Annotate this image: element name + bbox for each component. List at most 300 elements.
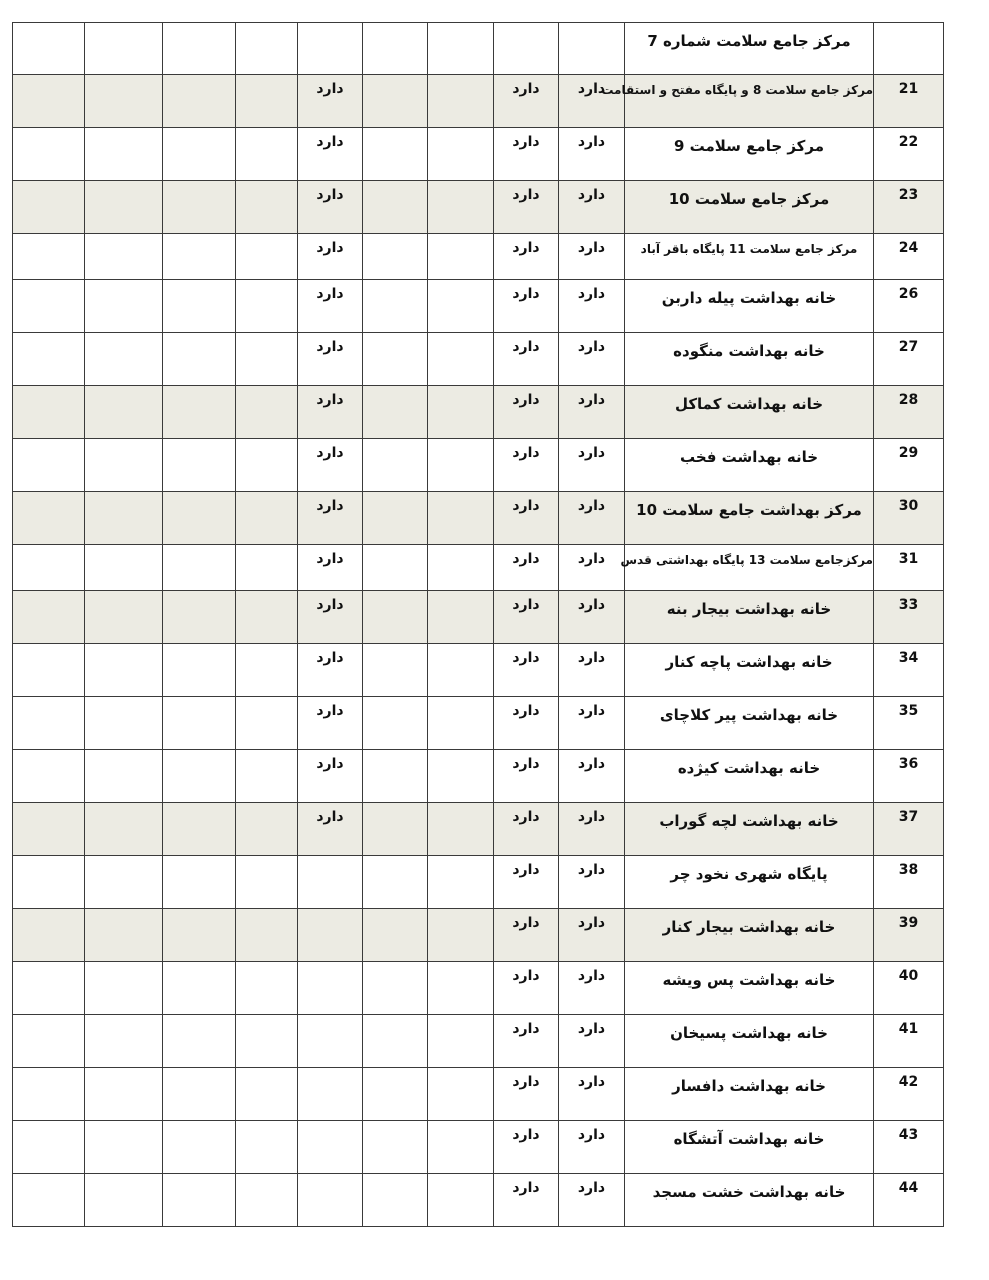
status-cell <box>13 750 85 803</box>
status-cell <box>428 750 494 803</box>
status-mark: دارد <box>316 756 344 772</box>
status-mark: دارد <box>577 862 606 878</box>
status-cell <box>363 856 428 909</box>
status-mark: دارد <box>316 286 344 302</box>
status-cell <box>163 234 236 280</box>
row-number-cell: 28 <box>874 386 944 439</box>
status-cell <box>13 1015 85 1068</box>
status-cell <box>236 75 298 128</box>
status-cell <box>298 909 363 962</box>
table-row <box>13 591 944 644</box>
status-cell <box>559 803 625 856</box>
status-cell <box>13 75 85 128</box>
status-cell <box>13 280 85 333</box>
row-number-cell: 35 <box>874 697 944 750</box>
status-cell <box>494 439 559 492</box>
status-cell <box>559 439 625 492</box>
status-mark: دارد <box>512 187 540 203</box>
status-cell <box>298 23 363 75</box>
status-cell <box>428 386 494 439</box>
row-number-cell: 26 <box>874 280 944 333</box>
status-cell <box>85 1174 163 1227</box>
status-cell <box>163 439 236 492</box>
status-cell <box>163 128 236 181</box>
status-mark: دارد <box>577 187 606 203</box>
status-mark: دارد <box>577 915 606 931</box>
center-name-cell: خانه بهداشت فخب <box>625 439 874 492</box>
status-cell <box>85 644 163 697</box>
status-cell <box>428 962 494 1015</box>
status-cell <box>13 439 85 492</box>
status-cell <box>559 750 625 803</box>
status-cell <box>236 697 298 750</box>
row-number-cell: 40 <box>874 962 944 1015</box>
status-cell <box>236 128 298 181</box>
row-number-cell <box>874 23 944 75</box>
status-mark: دارد <box>512 498 540 514</box>
status-cell <box>236 962 298 1015</box>
table-row <box>13 439 944 492</box>
status-mark: دارد <box>577 1127 606 1143</box>
status-cell <box>559 386 625 439</box>
table-row <box>13 181 944 234</box>
status-cell <box>559 909 625 962</box>
status-mark: دارد <box>577 240 606 256</box>
status-cell <box>494 386 559 439</box>
status-cell <box>13 545 85 591</box>
row-number-cell: 37 <box>874 803 944 856</box>
status-cell <box>163 644 236 697</box>
status-cell <box>85 128 163 181</box>
row-number-cell: 39 <box>874 909 944 962</box>
row-number-cell: 44 <box>874 1174 944 1227</box>
status-mark: دارد <box>577 1180 606 1196</box>
status-cell <box>363 644 428 697</box>
status-mark: دارد <box>316 809 344 825</box>
status-cell <box>236 750 298 803</box>
status-cell <box>494 591 559 644</box>
status-mark: دارد <box>316 134 344 150</box>
center-name-cell: خانه بهداشت خشت مسجد <box>625 1174 874 1227</box>
status-cell <box>559 644 625 697</box>
status-cell <box>163 545 236 591</box>
status-cell <box>85 280 163 333</box>
status-cell <box>298 803 363 856</box>
status-mark: دارد <box>316 187 344 203</box>
status-cell <box>363 909 428 962</box>
status-cell <box>559 181 625 234</box>
table-row <box>13 750 944 803</box>
status-mark: دارد <box>577 551 606 567</box>
status-cell <box>298 439 363 492</box>
status-cell <box>85 1068 163 1121</box>
status-mark: دارد <box>577 339 606 355</box>
row-number-cell: 41 <box>874 1015 944 1068</box>
status-cell <box>494 1121 559 1174</box>
status-cell <box>163 181 236 234</box>
status-cell <box>494 545 559 591</box>
status-mark: دارد <box>577 498 606 514</box>
status-cell <box>298 234 363 280</box>
table-row <box>13 386 944 439</box>
status-cell <box>13 1068 85 1121</box>
status-mark: دارد <box>512 1074 540 1090</box>
status-cell <box>363 181 428 234</box>
status-cell <box>428 333 494 386</box>
center-name-cell: خانه بهداشت پاچه کنار <box>625 644 874 697</box>
status-cell <box>85 697 163 750</box>
center-name-cell: خانه بهداشت منگوده <box>625 333 874 386</box>
status-cell <box>85 492 163 545</box>
center-name-cell: خانه بهداشت کیژده <box>625 750 874 803</box>
status-cell <box>298 545 363 591</box>
status-mark: دارد <box>512 240 540 256</box>
status-cell <box>494 333 559 386</box>
table-row <box>13 492 944 545</box>
row-number-cell: 42 <box>874 1068 944 1121</box>
status-cell <box>428 909 494 962</box>
status-cell <box>85 545 163 591</box>
table-row <box>13 128 944 181</box>
status-cell <box>85 1121 163 1174</box>
status-cell <box>428 1015 494 1068</box>
status-cell <box>163 1121 236 1174</box>
center-name-cell: مرکز جامع سلامت 11 پایگاه باقر آباد <box>625 234 874 280</box>
status-cell <box>85 856 163 909</box>
row-number-cell: 43 <box>874 1121 944 1174</box>
status-cell <box>13 962 85 1015</box>
status-cell <box>236 492 298 545</box>
status-cell <box>13 234 85 280</box>
status-cell <box>13 1121 85 1174</box>
center-name-cell: خانه بهداشت پیر کلاچای <box>625 697 874 750</box>
status-cell <box>428 1121 494 1174</box>
center-name-cell: پایگاه شهری نخود چر <box>625 856 874 909</box>
row-number-cell: 31 <box>874 545 944 591</box>
status-cell <box>428 591 494 644</box>
status-mark: دارد <box>512 968 540 984</box>
status-cell <box>163 803 236 856</box>
status-cell <box>236 333 298 386</box>
status-cell <box>85 333 163 386</box>
row-number-cell: 24 <box>874 234 944 280</box>
status-mark: دارد <box>512 1021 540 1037</box>
status-cell <box>363 1174 428 1227</box>
status-cell <box>428 856 494 909</box>
status-cell <box>13 697 85 750</box>
status-cell <box>559 492 625 545</box>
status-mark: دارد <box>316 597 344 613</box>
status-cell <box>85 23 163 75</box>
status-cell <box>13 909 85 962</box>
status-cell <box>298 1015 363 1068</box>
status-cell <box>494 644 559 697</box>
status-cell <box>13 1174 85 1227</box>
status-cell <box>85 181 163 234</box>
status-cell <box>163 75 236 128</box>
row-number-cell: 36 <box>874 750 944 803</box>
status-mark: دارد <box>316 551 344 567</box>
status-cell <box>363 492 428 545</box>
status-cell <box>363 962 428 1015</box>
status-cell <box>363 697 428 750</box>
table-row <box>13 75 944 128</box>
status-cell <box>163 492 236 545</box>
status-cell <box>163 591 236 644</box>
status-cell <box>494 234 559 280</box>
status-cell <box>163 1068 236 1121</box>
status-mark: دارد <box>316 81 344 97</box>
status-cell <box>494 23 559 75</box>
row-number-cell: 27 <box>874 333 944 386</box>
status-cell <box>363 439 428 492</box>
status-cell <box>494 75 559 128</box>
status-mark: دارد <box>512 445 540 461</box>
status-cell <box>236 545 298 591</box>
status-cell <box>363 23 428 75</box>
health-centers-table <box>12 22 944 1227</box>
status-mark: دارد <box>512 650 540 666</box>
status-cell <box>559 23 625 75</box>
table-row <box>13 545 944 591</box>
status-cell <box>298 75 363 128</box>
status-cell <box>494 962 559 1015</box>
status-mark: دارد <box>577 392 606 408</box>
status-cell <box>494 750 559 803</box>
status-cell <box>85 962 163 1015</box>
status-cell <box>236 280 298 333</box>
table-row <box>13 856 944 909</box>
status-mark: دارد <box>577 1021 606 1037</box>
status-cell <box>236 1174 298 1227</box>
status-cell <box>85 591 163 644</box>
status-mark: دارد <box>512 551 540 567</box>
health-centers-table-wrapper <box>12 22 944 1227</box>
status-cell <box>163 909 236 962</box>
status-cell <box>494 856 559 909</box>
status-mark: دارد <box>316 339 344 355</box>
status-cell <box>85 803 163 856</box>
center-name-cell: خانه بهداشت لچه گوراب <box>625 803 874 856</box>
table-row <box>13 962 944 1015</box>
status-cell <box>363 750 428 803</box>
status-cell <box>85 234 163 280</box>
status-cell <box>163 1174 236 1227</box>
status-cell <box>298 856 363 909</box>
row-number-cell: 30 <box>874 492 944 545</box>
status-cell <box>85 750 163 803</box>
center-name-cell: خانه بهداشت بیجار بنه <box>625 591 874 644</box>
table-row <box>13 23 944 75</box>
status-mark: دارد <box>316 445 344 461</box>
status-cell <box>363 280 428 333</box>
status-cell <box>559 1174 625 1227</box>
status-cell <box>494 181 559 234</box>
status-cell <box>428 1068 494 1121</box>
status-cell <box>428 128 494 181</box>
status-cell <box>428 492 494 545</box>
status-cell <box>494 697 559 750</box>
status-cell <box>13 386 85 439</box>
status-cell <box>298 1121 363 1174</box>
row-number-cell: 38 <box>874 856 944 909</box>
status-cell <box>298 644 363 697</box>
status-cell <box>298 333 363 386</box>
center-name-cell: خانه بهداشت پیله داربن <box>625 280 874 333</box>
status-mark: دارد <box>577 1074 606 1090</box>
status-cell <box>163 697 236 750</box>
status-mark: دارد <box>316 703 344 719</box>
status-cell <box>236 856 298 909</box>
center-name-cell: خانه بهداشت آتشگاه <box>625 1121 874 1174</box>
status-cell <box>363 591 428 644</box>
center-name-cell: خانه بهداشت کماکل <box>625 386 874 439</box>
status-cell <box>559 962 625 1015</box>
status-cell <box>236 1121 298 1174</box>
status-mark: دارد <box>512 915 540 931</box>
center-name-cell: مرکز جامع سلامت 8 و پایگاه مفتح و استقامت <box>625 75 874 128</box>
table-row <box>13 697 944 750</box>
status-cell <box>428 234 494 280</box>
status-cell <box>559 280 625 333</box>
status-cell <box>363 1015 428 1068</box>
status-cell <box>236 23 298 75</box>
center-name-cell: مرکز جامع سلامت شماره 7 <box>625 23 874 75</box>
status-mark: دارد <box>577 650 606 666</box>
center-name-cell: مرکز جامع سلامت 10 <box>625 181 874 234</box>
center-name-cell: مرکزجامع سلامت 13 پایگاه بهداشتی قدس <box>625 545 874 591</box>
status-cell <box>363 333 428 386</box>
table-row <box>13 280 944 333</box>
status-mark: دارد <box>512 703 540 719</box>
status-cell <box>13 333 85 386</box>
status-cell <box>85 386 163 439</box>
status-cell <box>428 1174 494 1227</box>
row-number-cell: 22 <box>874 128 944 181</box>
status-cell <box>163 962 236 1015</box>
status-cell <box>428 23 494 75</box>
status-cell <box>236 1068 298 1121</box>
status-cell <box>428 803 494 856</box>
status-cell <box>559 545 625 591</box>
table-row <box>13 1174 944 1227</box>
status-mark: دارد <box>577 703 606 719</box>
status-cell <box>298 697 363 750</box>
status-cell <box>298 1068 363 1121</box>
status-cell <box>298 1174 363 1227</box>
status-mark: دارد <box>577 134 606 150</box>
status-cell <box>428 439 494 492</box>
table-row <box>13 644 944 697</box>
status-mark: دارد <box>577 756 606 772</box>
status-cell <box>236 439 298 492</box>
status-cell <box>363 545 428 591</box>
status-cell <box>13 128 85 181</box>
status-cell <box>85 75 163 128</box>
status-mark: دارد <box>316 650 344 666</box>
status-mark: دارد <box>577 809 606 825</box>
status-cell <box>236 1015 298 1068</box>
status-mark: دارد <box>316 240 344 256</box>
status-cell <box>363 234 428 280</box>
status-cell <box>236 591 298 644</box>
status-cell <box>298 962 363 1015</box>
center-name-cell: خانه بهداشت بیجار کنار <box>625 909 874 962</box>
center-name-cell: مرکز جامع سلامت 9 <box>625 128 874 181</box>
row-number-cell: 23 <box>874 181 944 234</box>
status-mark: دارد <box>512 339 540 355</box>
status-mark: دارد <box>512 1180 540 1196</box>
status-cell <box>494 803 559 856</box>
status-mark: دارد <box>577 286 606 302</box>
status-cell <box>494 1068 559 1121</box>
status-cell <box>559 856 625 909</box>
center-name-cell: خانه بهداشت پسیخان <box>625 1015 874 1068</box>
status-cell <box>559 1121 625 1174</box>
status-cell <box>298 181 363 234</box>
status-cell <box>428 545 494 591</box>
status-cell <box>13 591 85 644</box>
table-row <box>13 333 944 386</box>
row-number-cell: 29 <box>874 439 944 492</box>
status-cell <box>494 492 559 545</box>
status-cell <box>85 1015 163 1068</box>
center-name-cell: خانه بهداشت پس ویشه <box>625 962 874 1015</box>
status-cell <box>559 1068 625 1121</box>
status-cell <box>85 909 163 962</box>
status-cell <box>13 644 85 697</box>
status-cell <box>363 128 428 181</box>
table-row <box>13 909 944 962</box>
status-mark: دارد <box>512 134 540 150</box>
status-cell <box>298 280 363 333</box>
row-number-cell: 21 <box>874 75 944 128</box>
row-number-cell: 33 <box>874 591 944 644</box>
status-mark: دارد <box>512 597 540 613</box>
status-cell <box>298 750 363 803</box>
status-cell <box>298 386 363 439</box>
status-cell <box>163 856 236 909</box>
status-cell <box>559 1015 625 1068</box>
status-cell <box>236 181 298 234</box>
table-row <box>13 1015 944 1068</box>
table-row <box>13 1068 944 1121</box>
status-cell <box>13 181 85 234</box>
table-row <box>13 803 944 856</box>
status-mark: دارد <box>512 81 540 97</box>
status-cell <box>494 1174 559 1227</box>
status-mark: دارد <box>316 392 344 408</box>
status-cell <box>363 803 428 856</box>
status-cell <box>559 591 625 644</box>
status-cell <box>236 803 298 856</box>
status-mark: دارد <box>577 81 606 97</box>
center-name-cell: مرکز بهداشت جامع سلامت 10 <box>625 492 874 545</box>
status-cell <box>559 128 625 181</box>
status-cell <box>559 234 625 280</box>
status-mark: دارد <box>316 498 344 514</box>
table-row <box>13 1121 944 1174</box>
status-cell <box>298 128 363 181</box>
status-cell <box>236 386 298 439</box>
status-cell <box>494 909 559 962</box>
status-mark: دارد <box>512 756 540 772</box>
status-cell <box>236 234 298 280</box>
status-cell <box>363 1121 428 1174</box>
status-cell <box>13 492 85 545</box>
status-mark: دارد <box>512 1127 540 1143</box>
status-cell <box>298 591 363 644</box>
